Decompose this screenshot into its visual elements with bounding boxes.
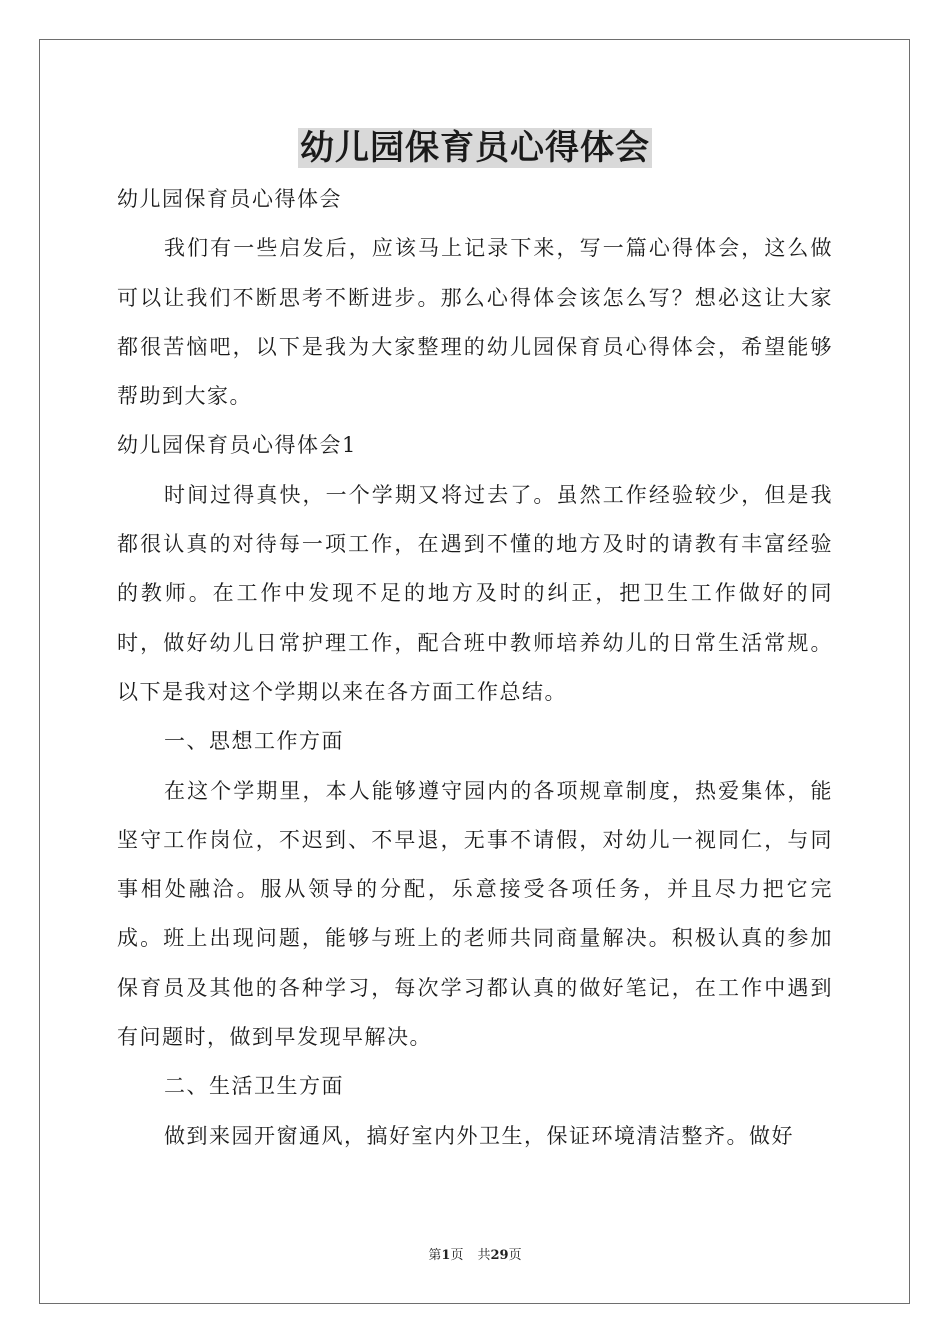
- paragraph-subheading-thought: 一、思想工作方面: [164, 729, 344, 754]
- page-footer: [0, 1247, 950, 1265]
- paragraph-hygiene-body: 做到来园开窗通风，搞好室内外卫生，保证环境清洁整齐。做好: [164, 1123, 794, 1148]
- paragraph-heading-intro: 幼儿园保育员心得体会: [117, 187, 342, 211]
- page-total: 29: [490, 1248, 509, 1263]
- paragraph-heading-section-1: 幼儿园保育员心得体会1: [117, 433, 357, 458]
- total-suffix: 页: [508, 1248, 522, 1263]
- paragraph-intro: 我们有一些启发后，应该马上记录下来，写一篇心得体会，这么做可以让我们不断思考不断进步。那么心得体会该怎么写？想必这让大家都很苦恼吧，以下是我为大家整理的幼儿园保育员心得体会，希望能够帮助到大家。: [117, 236, 833, 409]
- page-current: 1: [441, 1248, 451, 1263]
- paragraph-section-1-body: 时间过得真快，一个学期又将过去了。虽然工作经验较少，但是我都很认真的对待每一项工作，在遇到不懂的地方及时的请教有丰富经验的教师。在工作中发现不足的地方及时的纠正，把卫生工作做好的同时，做好幼儿日常护理工作，配合班中教师培养幼儿的日常生活常规。以下是我对这个学期以来在各方面工作总结。: [117, 482, 833, 704]
- document-body: [117, 175, 833, 1161]
- document-title-text: 幼儿园保育员心得体会: [300, 128, 650, 168]
- paragraph-thought-body: 在这个学期里，本人能够遵守园内的各项规章制度，热爱集体，能坚守工作岗位，不迟到、不早退，无事不请假，对幼儿一视同仁，与同事相处融洽。服从领导的分配，乐意接受各项任务，并且尽力把它完成。班上出现问题，能够与班上的老师共同商量解决。积极认真的参加保育员及其他的各种学习，每次学习都认真的做好笔记，在工作中遇到有问题时，做到早发现早解决。: [117, 778, 833, 1050]
- paragraph-subheading-hygiene: 二、生活卫生方面: [164, 1074, 344, 1099]
- page-suffix: 页: [450, 1248, 464, 1263]
- total-prefix: 共: [477, 1248, 491, 1263]
- document-title: [0, 124, 950, 172]
- page-prefix: 第: [428, 1248, 442, 1263]
